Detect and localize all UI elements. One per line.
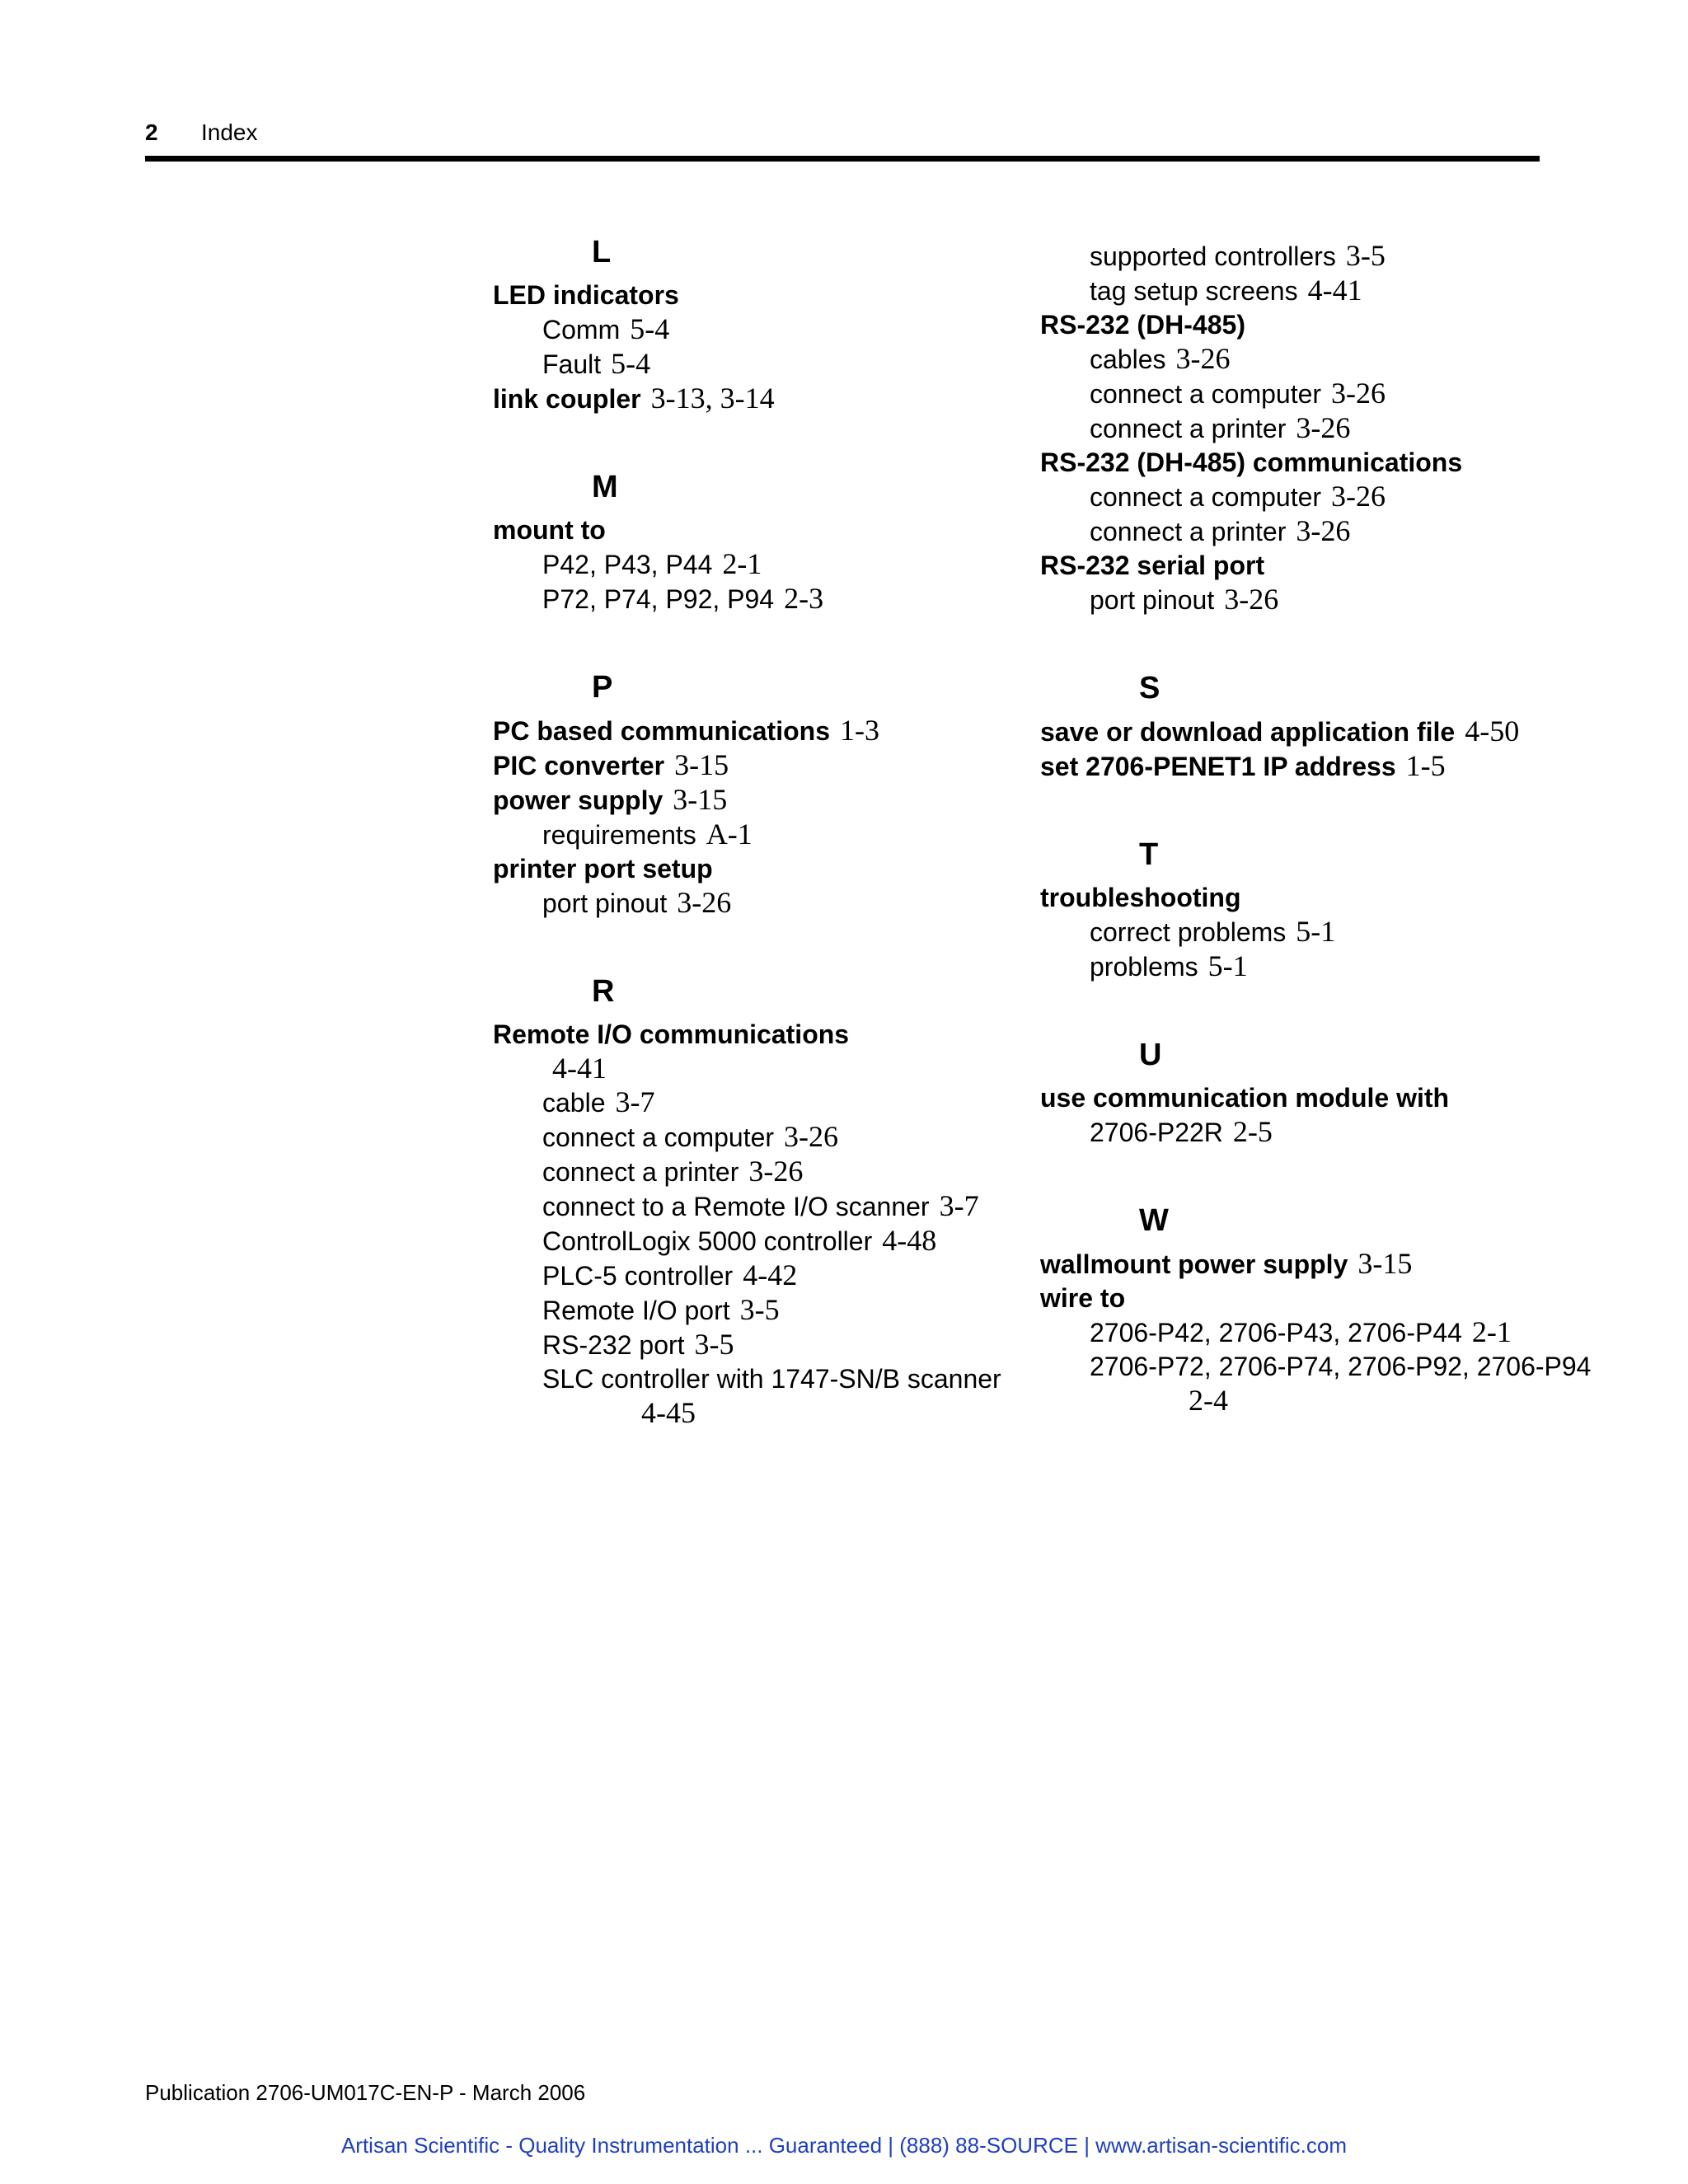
index-subentry [493,1258,1004,1293]
index-subentry [1040,239,1551,274]
page-reference: 2-5 [1232,1115,1273,1148]
page-reference: 3-26 [1175,342,1231,375]
index-entry [493,279,1004,312]
page-reference-continuation: 4-41 [552,1052,607,1085]
index-subentry [1040,342,1551,377]
section-letter: R [592,974,615,1009]
section-letter: T [1139,837,1159,872]
index-subentry [1040,480,1551,514]
index-column-left [493,231,1004,1430]
index-term: 2706-P72, 2706-P74, 2706-P92, 2706-P94 [1090,1352,1592,1381]
index-term: tag setup screens [1090,276,1298,306]
index-term: use communication module with [1040,1083,1450,1113]
index-entry [493,1018,1004,1052]
index-entry [1040,1282,1551,1315]
index-term: P72, P74, P92, P94 [542,584,775,614]
index-term: connect a computer [1090,379,1322,409]
index-entry [493,748,1004,783]
page-reference: 5-1 [1207,949,1248,982]
index-term: PC based communications [493,716,830,746]
index-subentry [493,1224,1004,1258]
index-term: Remote I/O communications [493,1019,850,1049]
page-reference: 1-3 [839,714,879,747]
page-reference: 4-48 [882,1224,937,1257]
index-subentry [493,547,1004,582]
index-subentry [493,1120,1004,1155]
index-entry [1040,308,1551,342]
page-header [145,116,1540,159]
index-entry [493,852,1004,886]
index-term: RS-232 (DH-485) communications [1040,448,1463,477]
index-subentry [493,818,1004,852]
index-term: LED indicators [493,280,679,310]
page-reference: 5-1 [1296,915,1336,948]
page-reference: 3-26 [1224,583,1279,616]
index-subentry [493,1155,1004,1189]
index-entry [1040,1247,1551,1282]
page-reference: 3-15 [1357,1247,1413,1280]
index-term: ControlLogix 5000 controller [542,1226,873,1256]
index-entry [1040,715,1551,749]
index-subentry [493,886,1004,921]
index-entry [493,382,1004,416]
index-term: set 2706-PENET1 IP address [1040,752,1396,781]
index-term: P42, P43, P44 [542,550,713,579]
index-entry [493,783,1004,818]
page-reference: 3-26 [1331,480,1386,513]
watermark-link[interactable]: Artisan Scientific - Quality Instrumentation ... Guaranteed | (888) 88-SOURCE | www.artisan-scientific.com [340,2133,1348,2158]
index-subentry [1040,1315,1551,1350]
index-term: connect to a Remote I/O scanner [542,1192,930,1221]
index-term: 2706-P22R [1090,1118,1223,1147]
page-reference: 4-50 [1465,715,1520,748]
page-reference: 2-1 [1471,1315,1512,1348]
section-gap [493,921,1004,970]
index-term: wire to [1040,1283,1126,1313]
page-reference-continuation: 4-45 [641,1396,696,1429]
page-reference: 3-7 [615,1085,655,1118]
index-subentry [1040,1115,1551,1150]
index-term: RS-232 port [542,1330,685,1360]
page-number: 2 [145,120,158,145]
index-subentry [1040,583,1551,617]
index-subentry [493,1362,1004,1396]
page-reference: 3-26 [748,1155,804,1188]
index-term: cables [1090,344,1166,374]
page-reference: 2-1 [722,547,762,580]
index-term: correct problems [1090,917,1287,947]
index-entry [1040,549,1551,583]
index-term: mount to [493,515,606,545]
index-term: 2706-P42, 2706-P43, 2706-P44 [1090,1318,1462,1347]
section-letter: L [592,235,612,269]
index-term: connect a printer [1090,414,1287,443]
page-reference: 3-5 [1345,239,1386,272]
section-letter: U [1139,1038,1162,1072]
page-reference: 5-4 [611,347,651,380]
index-subentry [493,1189,1004,1224]
section-gap [1040,784,1551,833]
index-subentry [493,1293,1004,1328]
index-term: link coupler [493,384,641,414]
index-subentry [1040,915,1551,949]
page-reference: 4-41 [1307,274,1362,307]
page-reference: 3-5 [739,1293,780,1326]
index-term: connect a computer [1090,482,1322,512]
page-reference: 5-4 [630,312,670,345]
index-subentry [1040,1350,1592,1384]
section-gap [1040,617,1551,667]
index-subentry [1040,411,1551,446]
index-entry [1040,749,1551,784]
index-subentry [493,347,1004,382]
index-subentry [1040,377,1551,411]
index-subentry [1040,949,1551,984]
page-reference: 3-15 [674,748,729,781]
index-term: RS-232 serial port [1040,551,1265,580]
index-term: cable [542,1088,606,1118]
page-reference: 3-5 [694,1328,734,1361]
page-reference: 3-13, 3-14 [650,382,775,415]
page-reference: 3-26 [784,1120,839,1153]
page-reference-continuation: 2-4 [1189,1384,1228,1417]
index-term: Fault [542,349,602,379]
index-subentry [1040,514,1551,549]
index-term: printer port setup [493,854,713,883]
index-term: problems [1090,952,1198,982]
page-reference: 3-26 [1296,411,1351,444]
index-term: Comm [542,315,621,344]
page-reference: 3-26 [1331,377,1386,410]
section-gap [493,416,1004,466]
index-term: Remote I/O port [542,1296,730,1325]
page-reference: 3-7 [939,1189,979,1222]
index-subentry [493,1085,1004,1120]
page-reference: 3-15 [673,783,728,816]
index-entry [1040,1081,1551,1115]
index-term: wallmount power supply [1040,1249,1348,1279]
index-entry [1040,881,1551,915]
header-rule [145,156,1540,162]
index-entry [1040,446,1551,480]
index-term: supported controllers [1090,241,1336,271]
index-entry [493,513,1004,547]
section-letter: W [1139,1203,1169,1238]
section-letter: M [592,470,618,504]
header-title: Index [201,120,258,145]
index-subentry [493,582,1004,616]
index-term: SLC controller with 1747-SN/B scanner [542,1364,1001,1394]
section-gap [493,616,1004,666]
section-letter: P [592,670,613,705]
page-reference: 3-26 [1296,514,1351,547]
page-reference: 1-5 [1405,749,1446,782]
page-reference: 4-42 [743,1258,798,1291]
index-term: requirements [542,820,696,850]
section-letter: S [1139,671,1160,705]
page-reference: A-1 [706,818,753,851]
index-subentry [493,312,1004,347]
index-subentry [1040,274,1551,308]
page-reference: 2-3 [784,582,824,615]
index-column-right [1040,239,1592,1418]
index-term: PIC converter [493,751,665,780]
index-term: connect a printer [542,1157,739,1187]
index-entry [493,714,1004,748]
index-term: port pinout [1090,585,1215,615]
section-gap [1040,1150,1551,1199]
index-term: PLC-5 controller [542,1261,734,1291]
index-term: RS-232 (DH-485) [1040,310,1245,340]
index-subentry [493,1328,1004,1362]
section-gap [1040,984,1551,1033]
publication-footer: Publication 2706-UM017C-EN-P - March 2006 [145,2080,586,2105]
index-term: troubleshooting [1040,883,1241,912]
index-term: power supply [493,785,663,815]
index-term: port pinout [542,888,668,918]
index-term: connect a printer [1090,517,1287,546]
page-reference: 3-26 [677,886,732,919]
index-term: connect a computer [542,1122,775,1152]
index-term: save or download application file [1040,717,1456,747]
